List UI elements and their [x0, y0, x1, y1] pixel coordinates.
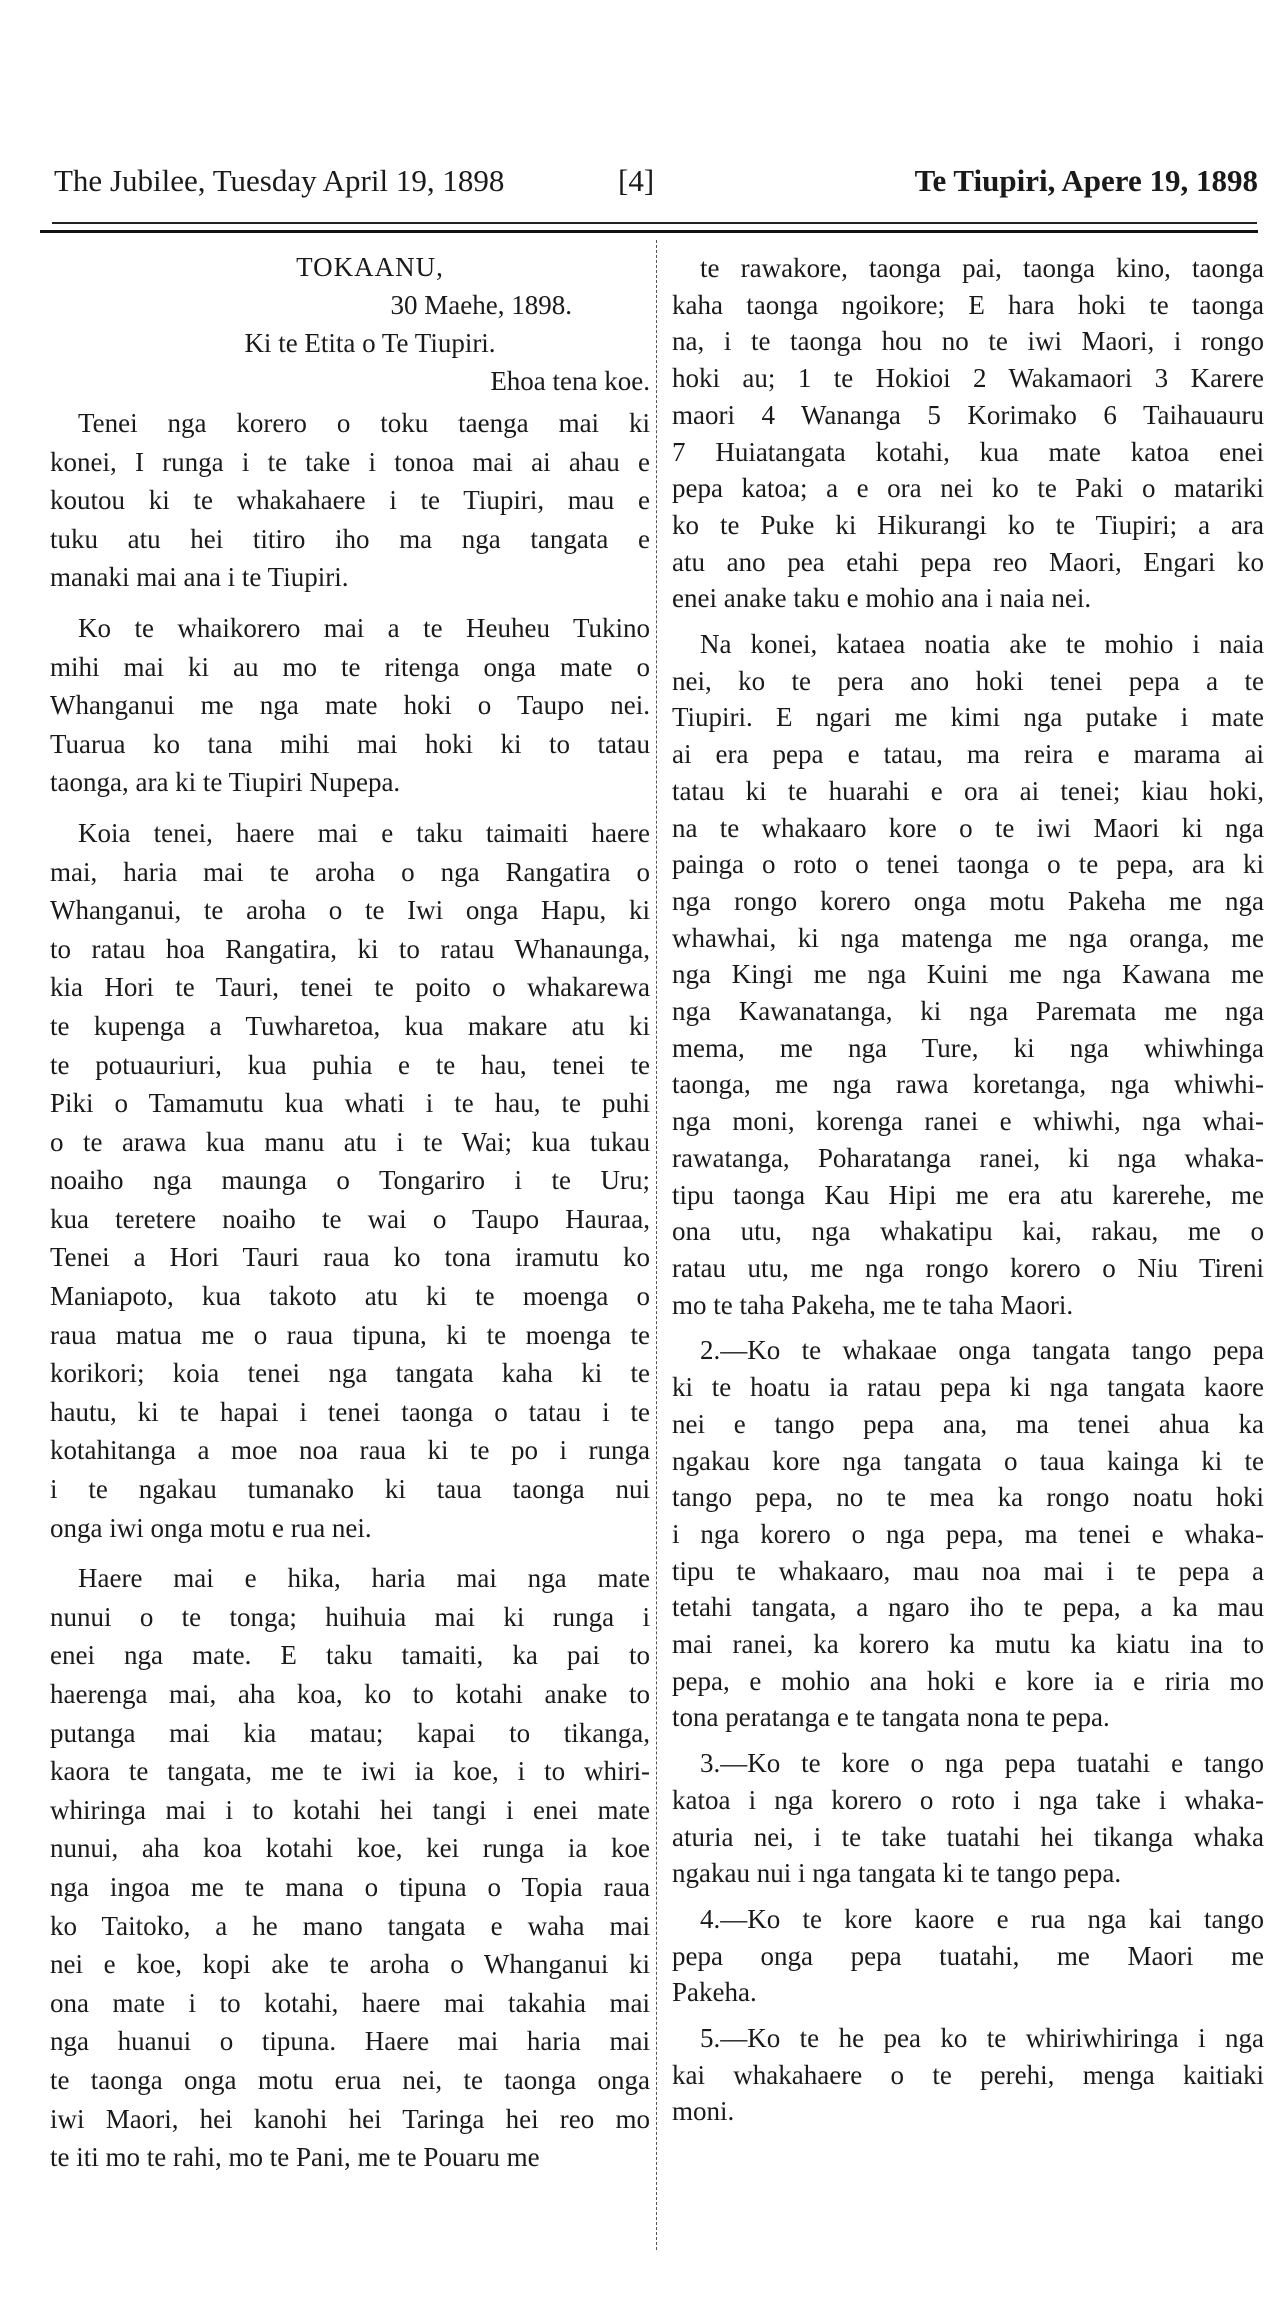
letter-greeting: Ehoa tena koe. [490, 366, 650, 396]
paragraph [50, 1559, 650, 2177]
text-line: 7 Huiatangata kotahi, kua mate katoa enei [672, 436, 1264, 467]
text-line: 3.—Ko te kore o nga pepa tuatahi e tango [700, 1748, 1264, 1779]
text-line: Tuarua ko tana mihi mai hoki ki to tatau [50, 728, 650, 759]
text-line: te rawakore, taonga pai, taonga kino, taonga [700, 253, 1264, 283]
text-line: nga rongo korero onga motu Pakeha me nga [672, 885, 1264, 916]
paragraph [672, 1745, 1264, 1892]
text-line: ona utu, nga whakatipu kai, rakau, me o [672, 1216, 1264, 1247]
text-line: rawatanga, Poharatanga ranei, ki nga whaka- [672, 1142, 1264, 1173]
text-line: Tiupiri. E ngari me kimi nga putake i mate [672, 702, 1264, 733]
text-line: tango pepa, no te mea ka rongo noatu hoki [672, 1482, 1264, 1513]
paragraph [50, 814, 650, 1547]
text-line: onga iwi onga motu e rua nei. [50, 1512, 372, 1543]
header-rule-thin [52, 222, 1257, 224]
text-line: te kupenga a Tuwharetoa, kua makare atu ki [50, 1010, 650, 1041]
paragraph [672, 250, 1264, 617]
text-line: ko te Puke ki Hikurangi ko te Tiupiri; a ara [672, 509, 1264, 540]
text-line: korikori; koia tenei nga tangata kaha ki te [50, 1358, 650, 1389]
header-rule-thick [40, 230, 1258, 233]
text-line: pepa, e mohio ana hoki e kore ia e riria mo [672, 1665, 1264, 1696]
text-line: atu ano pea etahi pepa reo Maori, Engari ko [672, 546, 1264, 577]
text-line: ona mate i to kotahi, haere mai takahia mai [50, 1987, 650, 2018]
text-line: taonga, me nga rawa koretanga, nga whiwhi- [672, 1069, 1264, 1100]
column-divider [656, 240, 657, 2250]
text-line: konei, I runga i te take i tonoa mai ai ahau e [50, 446, 650, 477]
paragraph [50, 404, 650, 597]
text-line: kotahitanga a moe noa raua ki te po i runga [50, 1435, 650, 1466]
text-line: tatau ki te huarahi e ora ai tenei; kiau hoki, [672, 775, 1264, 806]
text-line: nei, ko te pera ano hoki tenei pepa a te [672, 665, 1264, 696]
text-line: aturia nei, i te take tuatahi hei tikanga whaka [672, 1821, 1264, 1852]
right-body [672, 250, 1264, 2130]
text-line: ko Taitoko, a he mano tangata e waha mai [50, 1910, 650, 1941]
text-line: to ratau hoa Rangatira, ki to ratau Whanaunga, [50, 933, 650, 964]
text-line: pepa katoa; a e ora nei ko te Paki o matariki [672, 473, 1264, 504]
text-line: nei e tango pepa ana, ma tenei ahua ka [672, 1408, 1264, 1439]
text-line: 5.—Ko te he pea ko te whiriwhiringa i nga [700, 2023, 1264, 2054]
text-line: maori 4 Wananga 5 Korimako 6 Taihauauru [672, 399, 1264, 430]
text-line: kai whakahaere o te perehi, menga kaitiaki [672, 2059, 1264, 2090]
text-line: ai era pepa e tatau, ma reira e marama ai [672, 739, 1264, 770]
text-line: Whanganui, te aroha o te Iwi onga Hapu, ki [50, 895, 650, 926]
text-line: Haere mai e hika, haria mai nga mate [78, 1563, 650, 1594]
text-line: mema, me nga Ture, ki nga whiwhinga [672, 1032, 1264, 1063]
text-line: na te whakaaro kore o te iwi Maori ki nga [672, 812, 1264, 843]
text-line: ngakau nui i nga tangata ki te tango pepa. [672, 1858, 1122, 1889]
letter-date: 30 Maehe, 1898. [390, 290, 572, 320]
text-line: taonga, ara ki te Tiupiri Nupepa. [50, 767, 401, 798]
text-line: nunui, aha koa kotahi koe, kei runga ia koe [50, 1833, 650, 1864]
text-line: nei e koe, kopi ake te aroha o Whanganui ki [50, 1949, 650, 1980]
text-line: Koia tenei, haere mai e taku taimaiti haere [78, 817, 650, 848]
text-line: nga huanui o tipuna. Haere mai haria mai [50, 2026, 650, 2057]
text-line: haerenga mai, aha koa, ko to kotahi anake to [50, 1679, 650, 1709]
text-line: ki te hoatu ia ratau pepa ki nga tangata kaore [672, 1372, 1264, 1403]
text-line: pepa onga pepa tuatahi, me Maori me [672, 1940, 1264, 1971]
text-line: koutou ki te whakahaere i te Tiupiri, mau e [50, 485, 650, 516]
text-line: noaiho nga maunga o Tongariro i te Uru; [50, 1165, 650, 1196]
text-line: Pakeha. [672, 1977, 757, 2008]
right-column [672, 250, 1264, 2139]
text-line: kaha taonga ngoikore; E hara hoki te taonga [672, 289, 1264, 320]
header-english-title: The Jubilee, Tuesday April 19, 1898 [54, 163, 505, 198]
text-line: nga Kawanatanga, ki nga Paremata me nga [672, 996, 1264, 1027]
paragraph [672, 1332, 1264, 1736]
left-column [50, 248, 650, 2189]
text-line: enei anake taku e mohio ana i naia nei. [672, 583, 1092, 614]
text-line: kaora te tangata, me te iwi ia koe, i to whiri- [50, 1756, 650, 1787]
text-line: tona peratanga e te tangata nona te pepa. [672, 1702, 1110, 1733]
text-line: te potuauriuri, kua puhia e te hau, tenei te [50, 1049, 650, 1080]
text-line: kua teretere noaiho te wai o Taupo Hauraa, [50, 1203, 650, 1234]
paragraph [672, 1901, 1264, 2011]
text-line: raua matua me o raua tipuna, ki te moenga te [50, 1319, 650, 1350]
text-line: ratau utu, me nga rongo korero o Niu Tireni [672, 1252, 1264, 1283]
text-line: mai ranei, ka korero ka mutu ka kiatu ina to [672, 1629, 1264, 1660]
text-line: mihi mai ki au mo te ritenga onga mate o [50, 651, 650, 682]
letter-place: TOKAANU, [296, 252, 444, 282]
text-line: hoki au; 1 te Hokioi 2 Wakamaori 3 Karere [672, 363, 1264, 394]
text-line: Ko te whaikorero mai a te Heuheu Tukino [78, 612, 650, 643]
paragraph [672, 2020, 1264, 2130]
text-line: nga ingoa me te mana o tipuna o Topia raua [50, 1871, 650, 1902]
text-line: putanga mai kia matau; kapai to tikanga, [50, 1717, 650, 1748]
text-line: whiringa mai i to kotahi hei tangi i enei mate [50, 1794, 650, 1825]
text-line: te iti mo te rahi, mo te Pani, me te Pouaru me [50, 2142, 540, 2173]
text-line: 2.—Ko te whakaae onga tangata tango pepa [700, 1335, 1264, 1366]
text-line: tetahi tangata, a ngaro iho te pepa, a ka mau [672, 1592, 1264, 1623]
text-line: tipu taonga Kau Hipi me era atu karerehe, me [672, 1179, 1264, 1210]
text-line: Tenei nga korero o toku taenga mai ki [78, 408, 650, 438]
text-line: Piki o Tamamutu kua whati i te hau, te puhi [50, 1088, 650, 1119]
text-line: Whanganui me nga mate hoki o Taupo nei. [50, 690, 650, 721]
text-line: mo te taha Pakeha, me te taha Maori. [672, 1289, 1074, 1320]
text-line: i nga korero o nga pepa, ma tenei e whaka- [672, 1518, 1264, 1549]
text-line: Maniapoto, kua takoto atu ki te moenga o [50, 1281, 650, 1312]
text-line: hautu, ki te hapai i tenei taonga o tatau i te [50, 1396, 650, 1427]
page-number: [4] [618, 163, 655, 198]
text-line: ngakau kore nga tangata o taua kainga ki te [672, 1445, 1264, 1476]
text-line: nga Kingi me nga Kuini me nga Kawana me [672, 959, 1264, 990]
text-line: na, i te taonga hou no te iwi Maori, i rongo [672, 326, 1264, 357]
text-line: moni. [672, 2096, 735, 2127]
text-line: iwi Maori, hei kanohi hei Taringa hei reo mo [50, 2103, 650, 2134]
text-line: enei nga mate. E taku tamaiti, ka pai to [50, 1640, 650, 1671]
header-maori-title: Te Tiupiri, Apere 19, 1898 [914, 163, 1258, 198]
text-line: Tenei a Hori Tauri raua ko tona iramutu ko [50, 1242, 650, 1273]
text-line: tuku atu hei titiro iho ma nga tangata e [50, 523, 650, 554]
text-line: Na konei, kataea noatia ake te mohio i naia [700, 629, 1264, 660]
text-line: nga moni, korenga ranei e whiwhi, nga whai- [672, 1106, 1264, 1137]
text-line: te taonga onga motu erua nei, te taonga onga [50, 2064, 650, 2095]
text-line: nunui o te tonga; huihuia mai ki runga i [50, 1601, 650, 1632]
left-body [50, 404, 650, 2177]
text-line: mai, haria mai te aroha o nga Rangatira o [50, 856, 650, 887]
text-line: katoa i nga korero o roto i nga take i whaka- [672, 1784, 1264, 1815]
text-line: 4.—Ko te kore kaore e rua nga kai tango [700, 1903, 1264, 1934]
paragraph [672, 626, 1264, 1323]
paragraph [50, 609, 650, 802]
text-line: whawhai, ki nga matenga me nga oranga, me [672, 922, 1264, 953]
letter-addressee: Ki te Etita o Te Tiupiri. [244, 328, 496, 358]
text-line: kia Hori te Tauri, tenei te poito o whakarewa [50, 972, 650, 1003]
text-line: painga o roto o tenei taonga o te pepa, ara ki [672, 849, 1264, 880]
text-line: manaki mai ana i te Tiupiri. [50, 562, 349, 593]
text-line: i te ngakau tumanako ki taua taonga nui [50, 1474, 650, 1505]
text-line: tipu te whakaaro, mau noa mai i te pepa a [672, 1555, 1264, 1586]
text-line: o te arawa kua manu atu i te Wai; kua tukau [50, 1126, 650, 1157]
